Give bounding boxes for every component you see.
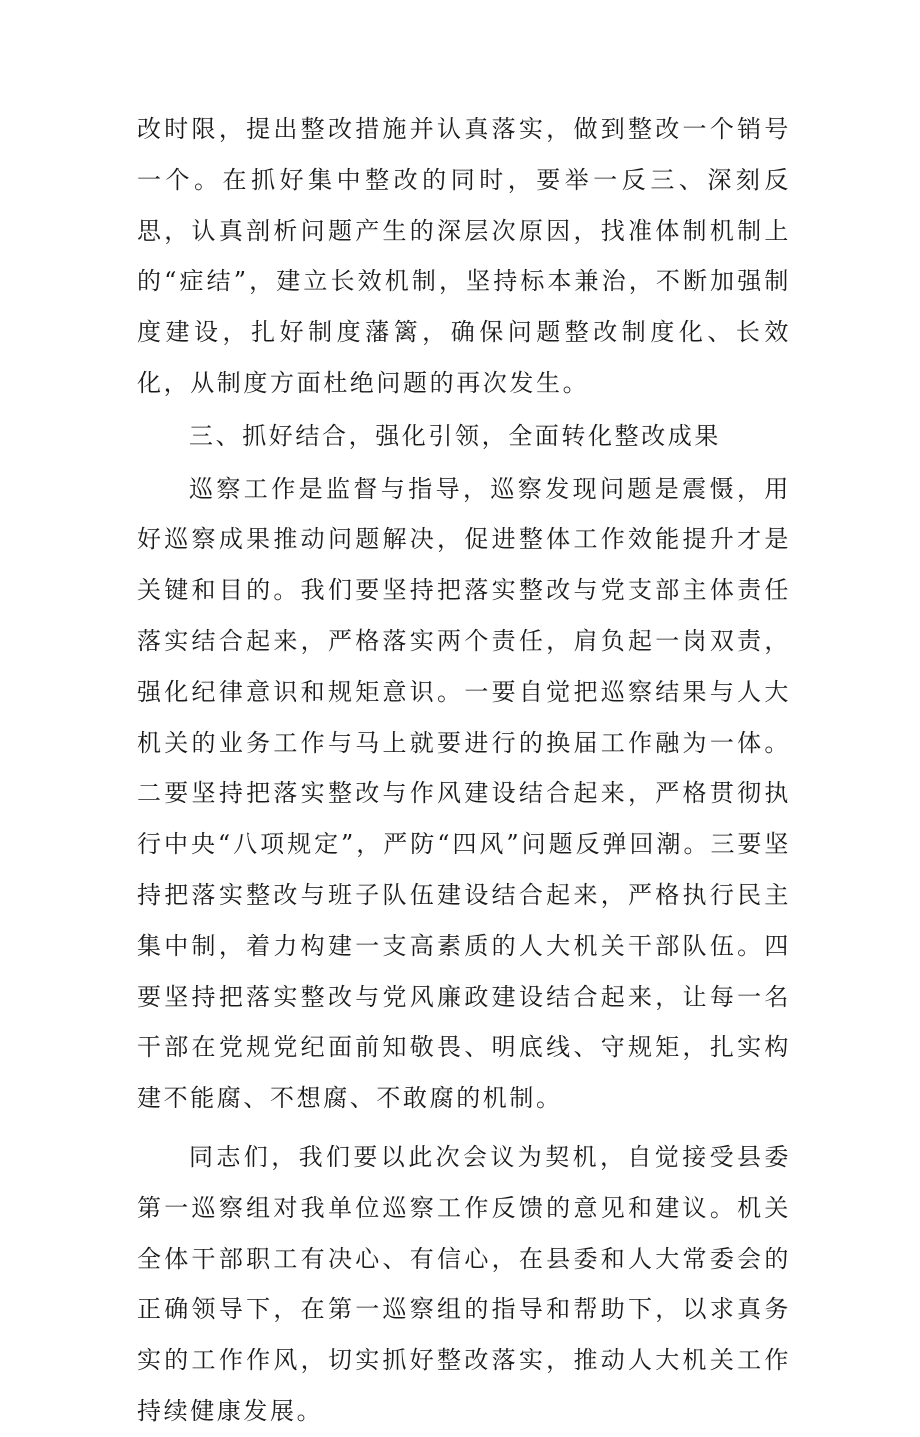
section-heading-three: 三、抓好结合，强化引领，全面转化整改成果	[189, 421, 721, 450]
paragraph-inspection-results: 巡察工作是监督与指导，巡察发现问题是震慑，用好巡察成果推动问题解决，促进整体工作效能提升才是关键和目的。我们要坚持把落实整改与党支部主体责任落实结合起来，严格落实两个责任，肩负起一岗双责，强化纪律意识和规矩意识。一要自觉把巡察结果与人大机关的业务工作与马上就要进行的换届工作融为一体。二要坚持把落实整改与作风建设结合起来，严格贯彻执行中央“八项规定”，严防“四风”问题反弹回潮。三要坚持把落实整改与班子队伍建设结合起来，严格执行民主集中制，着力构建一支高素质的人大机关干部队伍。四要坚持把落实整改与党风廉政建设结合起来，让每一名干部在党规党纪面前知敬畏、明底线、守规矩，扎实构建不能腐、不想腐、不敢腐的机制。	[137, 474, 791, 1113]
paragraph-rectification-continuation: 改时限，提出整改措施并认真落实，做到整改一个销号一个。在抓好集中整改的同时，要举一反三、深刻反思，认真剖析问题产生的深层次原因，找准体制机制上的“症结”，建立长效机制，坚持标本兼治，不断加强制度建设，扎好制度藩篱，确保问题整改制度化、长效化，从制度方面杜绝问题的再次发生。	[137, 115, 791, 397]
paragraph-closing-remarks: 同志们，我们要以此次会议为契机，自觉接受县委第一巡察组对我单位巡察工作反馈的意见和建议。机关全体干部职工有决心、有信心，在县委和人大常委会的正确领导下，在第一巡察组的指导和帮助下，以求真务实的工作作风，切实抓好整改落实，推动人大机关工作持续健康发展。	[137, 1142, 791, 1425]
document-body	[137, 104, 791, 1437]
